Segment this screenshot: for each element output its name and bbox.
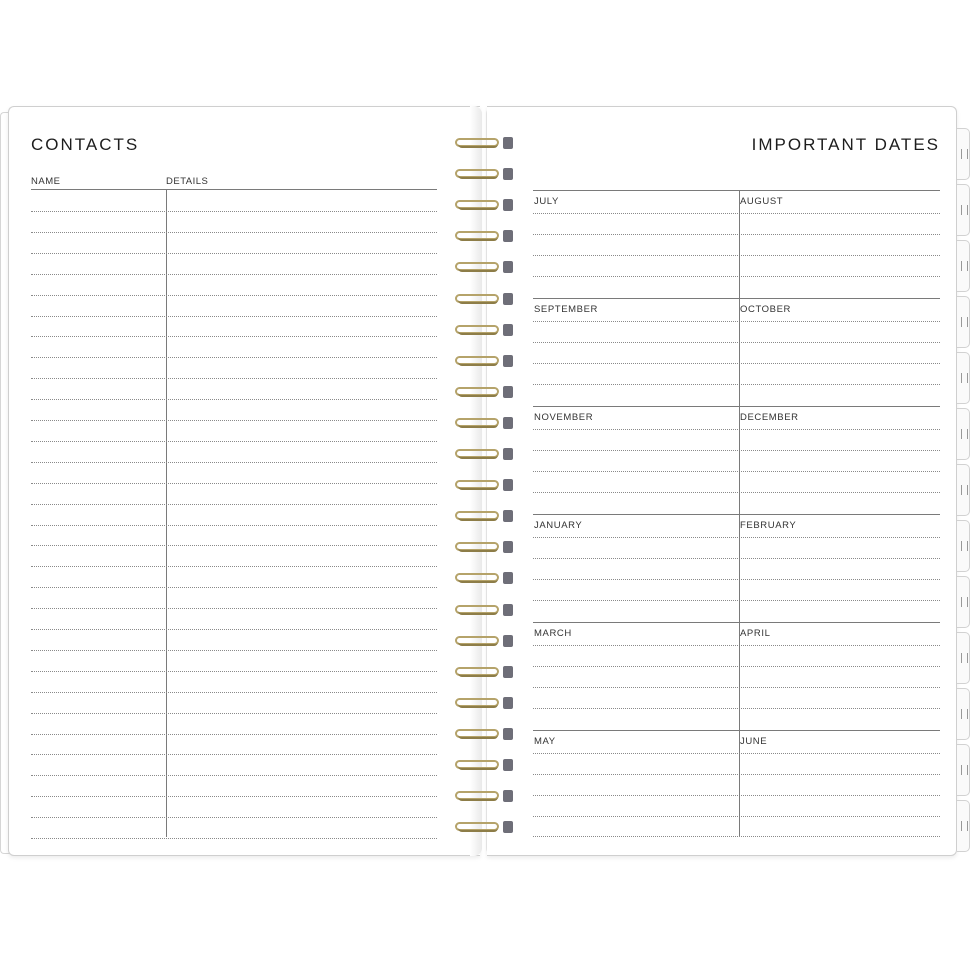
spiral-coil [455,136,515,150]
month-tab[interactable] [957,744,970,796]
spiral-coil [455,447,515,461]
month-note-line [533,645,940,646]
spiral-coil [455,789,515,803]
important-dates-page [487,106,957,856]
contact-row-line [31,566,437,567]
contacts-column-divider [166,189,167,837]
month-tab[interactable] [957,296,970,348]
details-column-label: DETAILS [166,176,209,187]
month-block-rule [533,622,940,623]
month-tab[interactable] [957,128,970,180]
contacts-title: CONTACTS [31,135,140,154]
month-note-line [533,384,940,385]
contact-row-line [31,462,437,463]
contact-row-line [31,817,437,818]
spiral-coil [455,416,515,430]
contact-row-line [31,692,437,693]
month-note-line [533,600,940,601]
contact-row-line [31,838,437,839]
month-note-line [533,708,940,709]
contact-row-line [31,441,437,442]
contact-row-line [31,504,437,505]
spiral-coil [455,820,515,834]
month-tab[interactable] [957,632,970,684]
spiral-coil [455,478,515,492]
contact-row-line [31,232,437,233]
name-column-label: NAME [31,176,61,187]
month-note-line [533,579,940,580]
spiral-coil [455,260,515,274]
month-note-line [533,537,940,538]
contact-row-line [31,671,437,672]
month-tab[interactable] [957,464,970,516]
month-block-rule [533,514,940,515]
spiral-coil [455,696,515,710]
spiral-coil [455,509,515,523]
contact-row-line [31,734,437,735]
month-label-october: OCTOBER [740,304,792,315]
contact-row-line [31,316,437,317]
spiral-coil [455,198,515,212]
contact-row-line [31,545,437,546]
month-column-divider [739,190,740,836]
contact-row-line [31,608,437,609]
contact-row-line [31,357,437,358]
contacts-header-rule [31,189,437,190]
contact-row-line [31,211,437,212]
month-note-line [533,836,940,837]
month-label-april: APRIL [740,628,771,639]
contact-row-line [31,295,437,296]
contact-row-line [31,274,437,275]
spiral-coil [455,571,515,585]
spiral-coil [455,292,515,306]
month-label-july: JULY [534,196,559,207]
spiral-coil [455,540,515,554]
contact-row-line [31,650,437,651]
contact-row-line [31,754,437,755]
month-label-june: JUNE [740,736,768,747]
month-note-line [533,753,940,754]
month-note-line [533,492,940,493]
month-block-rule [533,406,940,407]
month-label-august: AUGUST [740,196,784,207]
month-note-line [533,471,940,472]
spiral-coil [455,323,515,337]
contact-row-line [31,629,437,630]
spiral-coil [455,634,515,648]
contact-row-line [31,796,437,797]
month-note-line [533,558,940,559]
spiral-coil [455,758,515,772]
month-tab[interactable] [957,184,970,236]
contact-row-line [31,399,437,400]
month-note-line [533,774,940,775]
contacts-page [8,106,480,856]
month-label-december: DECEMBER [740,412,799,423]
month-note-line [533,450,940,451]
month-note-line [533,321,940,322]
month-label-january: JANUARY [534,520,583,531]
contact-row-line [31,713,437,714]
month-tab[interactable] [957,800,970,852]
month-note-line [533,795,940,796]
contact-row-line [31,525,437,526]
month-tab[interactable] [957,352,970,404]
month-note-line [533,363,940,364]
contact-row-line [31,775,437,776]
month-block-rule [533,190,940,191]
month-note-line [533,255,940,256]
spiral-coil [455,665,515,679]
contact-row-line [31,378,437,379]
month-note-line [533,687,940,688]
important-dates-title: IMPORTANT DATES [751,135,940,154]
spiral-coil [455,167,515,181]
month-note-line [533,213,940,214]
contact-row-line [31,336,437,337]
contact-row-line [31,420,437,421]
month-tab[interactable] [957,576,970,628]
spiral-coil [455,354,515,368]
contact-row-line [31,483,437,484]
spiral-coil [455,229,515,243]
month-note-line [533,276,940,277]
contact-row-line [31,253,437,254]
spiral-coil [455,385,515,399]
month-label-february: FEBRUARY [740,520,797,531]
month-label-march: MARCH [534,628,572,639]
month-note-line [533,234,940,235]
month-tab[interactable] [957,240,970,292]
month-tab[interactable] [957,520,970,572]
month-block-rule [533,298,940,299]
spiral-coil [455,727,515,741]
month-label-november: NOVEMBER [534,412,594,423]
month-note-line [533,666,940,667]
month-tab[interactable] [957,408,970,460]
month-note-line [533,816,940,817]
month-note-line [533,429,940,430]
month-label-may: MAY [534,736,556,747]
spiral-coil [455,603,515,617]
month-label-september: SEPTEMBER [534,304,598,315]
month-tab[interactable] [957,688,970,740]
month-block-rule [533,730,940,731]
month-note-line [533,342,940,343]
contact-row-line [31,587,437,588]
